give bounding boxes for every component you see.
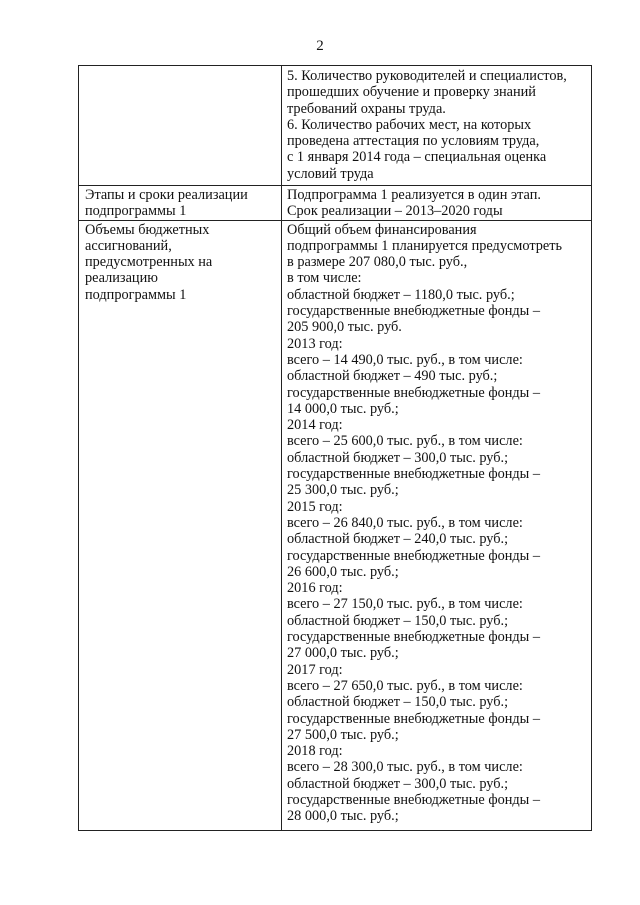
label-cell [79, 220, 282, 830]
label-cell [79, 186, 282, 221]
text-line: Объемы бюджетных [85, 221, 210, 238]
value-cell [282, 66, 592, 186]
text-line: 6. Количество рабочих мест, на которых [287, 116, 532, 133]
text-line: 5. Количество руководителей и специалистов, [287, 68, 567, 84]
text-line: Общий объем финансирования [287, 221, 477, 238]
text-line: реализацию [85, 270, 158, 287]
label-cell [79, 66, 282, 186]
text-line: областной бюджет – 150,0 тыс. руб.; [287, 612, 509, 629]
text-line: 14 000,0 тыс. руб.; [287, 400, 399, 417]
value-cell [282, 186, 592, 221]
table-row-budget [79, 220, 592, 830]
text-line: Подпрограмма 1 реализуется в один этап. [287, 187, 541, 203]
text-line: областной бюджет – 240,0 тыс. руб.; [287, 531, 509, 548]
text-line: 27 500,0 тыс. руб.; [287, 726, 399, 743]
text-line: 205 900,0 тыс. руб. [287, 319, 402, 336]
text-line: областной бюджет – 490 тыс. руб.; [287, 368, 498, 385]
text-line: 2015 год: [287, 498, 343, 515]
text-line: ассигнований, [85, 237, 172, 254]
text-line: проведена аттестация по условиям труда, [287, 133, 540, 150]
text-line: всего – 28 300,0 тыс. руб., в том числе: [287, 759, 523, 776]
text-line: областной бюджет – 150,0 тыс. руб.; [287, 694, 509, 711]
table-row-indicators [79, 66, 592, 186]
value-cell [282, 220, 592, 830]
text-line: государственные внебюджетные фонды – [287, 466, 540, 483]
text-line: государственные внебюджетные фонды – [287, 629, 540, 646]
text-line: подпрограммы 1 [85, 203, 187, 220]
text-line: всего – 25 600,0 тыс. руб., в том числе: [287, 433, 523, 450]
text-line: в размере 207 080,0 тыс. руб., [287, 254, 468, 271]
text-line: Этапы и сроки реализации [85, 187, 248, 203]
text-line: 2017 год: [287, 661, 343, 678]
text-line: государственные внебюджетные фонды – [287, 791, 540, 808]
text-line: в том числе: [287, 270, 362, 287]
text-line: 2018 год: [287, 743, 343, 760]
text-line: с 1 января 2014 года – специальная оценка [287, 149, 547, 166]
text-line: 25 300,0 тыс. руб.; [287, 482, 399, 499]
text-line: государственные внебюджетные фонды – [287, 547, 540, 564]
text-line: подпрограммы 1 планируется предусмотреть [287, 237, 562, 254]
text-line: 26 600,0 тыс. руб.; [287, 563, 399, 580]
page-number: 2 [316, 38, 324, 54]
text-line: областной бюджет – 1180,0 тыс. руб.; [287, 286, 515, 303]
text-line: 27 000,0 тыс. руб.; [287, 645, 399, 662]
table-row-stages [79, 186, 592, 221]
text-line: всего – 26 840,0 тыс. руб., в том числе: [287, 514, 523, 531]
text-line: подпрограммы 1 [85, 286, 187, 303]
text-line: прошедших обучение и проверку знаний [287, 84, 536, 101]
text-line: государственные внебюджетные фонды – [287, 710, 540, 727]
text-line: требований охраны труда. [287, 100, 446, 117]
text-line: Срок реализации – 2013–2020 годы [287, 203, 503, 220]
text-line: 28 000,0 тыс. руб.; [287, 808, 399, 825]
passport-table [78, 65, 592, 831]
text-line: 2014 год: [287, 417, 343, 434]
text-line: государственные внебюджетные фонды – [287, 303, 540, 320]
text-line: 2016 год: [287, 580, 343, 597]
text-line: условий труда [287, 165, 374, 182]
text-line: государственные внебюджетные фонды – [287, 384, 540, 401]
text-line: всего – 27 150,0 тыс. руб., в том числе: [287, 596, 523, 613]
text-line: областной бюджет – 300,0 тыс. руб.; [287, 449, 509, 466]
text-line: 2013 год: [287, 335, 343, 352]
text-line: всего – 14 490,0 тыс. руб., в том числе: [287, 351, 523, 368]
text-line: всего – 27 650,0 тыс. руб., в том числе: [287, 677, 523, 694]
text-line: областной бюджет – 300,0 тыс. руб.; [287, 775, 509, 792]
text-line: предусмотренных на [85, 254, 213, 271]
